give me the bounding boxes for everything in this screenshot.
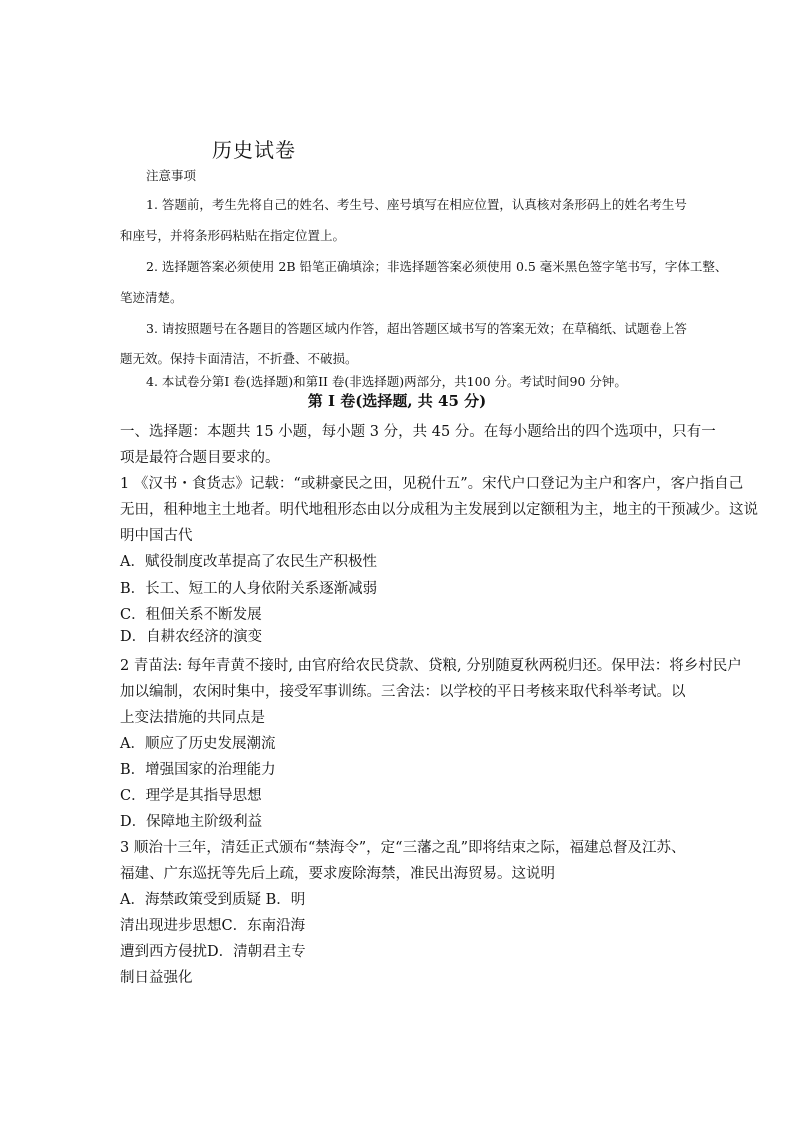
question-1-stem-line-3: 明中国古代 <box>120 528 193 544</box>
question-3-option-line-4: 制日益强化 <box>120 970 193 986</box>
section-intro-line-2: 项是最符合题目要求的。 <box>120 450 280 466</box>
question-2-option-d: D．保障地主阶级利益 <box>120 814 263 830</box>
question-2-option-c: C．理学是其指导思想 <box>120 788 262 804</box>
notice-item-3-cont: 题无效。保持卡面清洁，不折叠、不破损。 <box>120 351 358 366</box>
question-2-stem-line-1: 2 青苗法: 每年青黄不接时, 由官府给农民贷款、贷粮, 分别随夏秋两税归还。保甲法：将乡村民户 <box>120 658 742 674</box>
question-3-stem-line-2: 福建、广东巡抚等先后上疏，要求废除海禁，准民出海贸易。这说明 <box>120 866 555 882</box>
question-2-stem-line-3: 上变法措施的共同点是 <box>120 710 265 726</box>
question-1-option-d: D．自耕农经济的演变 <box>120 629 263 645</box>
question-2-stem-line-2: 加以编制，农闲时集中，接受军事训练。三舍法：以学校的平日考核来取代科举考试。以 <box>120 684 686 700</box>
notice-item-1-cont: 和座号，并将条形码粘贴在指定位置上。 <box>120 228 346 243</box>
question-1-stem-line-2: 无田，租种地主土地者。明代地租形态由以分成租为主发展到以定额租为主，地主的干预减少。这说 <box>120 502 758 518</box>
notice-item-1: 1. 答题前，考生先将自己的姓名、考生号、座号填写在相应位置，认真核对条形码上的姓名考生号 <box>146 197 687 212</box>
question-2-option-a: A．顺应了历史发展潮流 <box>120 736 276 752</box>
notice-item-2-cont: 笔迹清楚。 <box>120 290 183 305</box>
question-3-option-line-1: A．海禁政策受到质疑 B．明 <box>120 892 306 908</box>
question-3-stem-line-1: 3 顺治十三年，清廷正式颁布“禁海令”，定“三藩之乱”即将结束之际，福建总督及江苏、 <box>120 840 686 856</box>
section-heading: 第 I 卷(选择题, 共 45 分) <box>307 392 487 410</box>
question-1-option-a: A．赋役制度改革提高了农民生产积极性 <box>120 554 377 570</box>
question-1-stem-line-1: 1 《汉书・食货志》记载：“或耕豪民之田，见税什五”。宋代户口登记为主户和客户，客户指自己 <box>120 476 744 492</box>
question-1-option-c: C．租佃关系不断发展 <box>120 607 262 623</box>
page-title: 历史试卷 <box>212 138 296 162</box>
section-intro-line-1: 一、选择题：本题共 15 小题，每小题 3 分，共 45 分。在每小题给出的四个选项中，只有一 <box>120 424 716 440</box>
notice-item-3: 3. 请按照题号在各题目的答题区域内作答，超出答题区域书写的答案无效；在草稿纸、试题卷上答 <box>146 321 687 336</box>
notice-item-4: 4. 本试卷分第I 卷(选择题)和第II 卷(非选择题)两部分，共100 分。考试时间90 分钟。 <box>146 374 627 389</box>
question-2-option-b: B．增强国家的治理能力 <box>120 762 276 778</box>
notice-heading: 注意事项 <box>146 168 197 183</box>
notice-item-2: 2. 选择题答案必须使用 2B 铅笔正确填涂；非选择题答案必须使用 0.5 毫米黑色签字笔书写，字体工整、 <box>146 259 728 274</box>
question-3-option-line-2: 清出现进步思想C．东南沿海 <box>120 918 306 934</box>
question-3-option-line-3: 遭到西方侵扰D．清朝君主专 <box>120 944 306 960</box>
question-1-option-b: B．长工、短工的人身依附关系逐渐减弱 <box>120 581 378 597</box>
